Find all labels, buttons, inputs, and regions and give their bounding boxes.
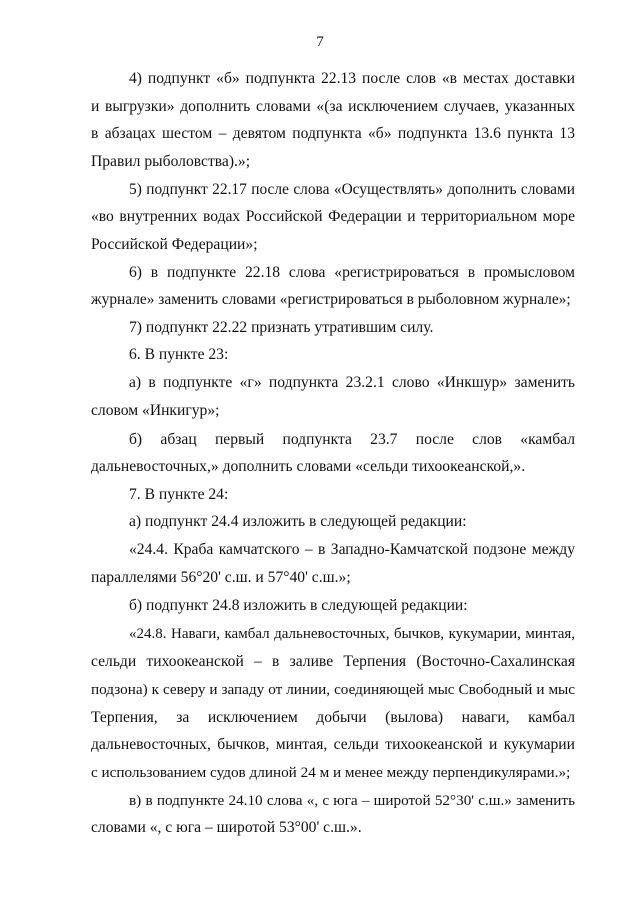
text-line: 6) в подпункте 22.18 слова «регистрироваться в промысловом xyxy=(129,264,575,281)
text-line: в) в подпункте 24.10 слова «, с юга – широтой 52°30' с.ш.» заменить xyxy=(129,792,575,809)
text-line: 7) подпункт 22.22 признать утратившим силу. xyxy=(129,319,434,336)
text-line: в абзацах шестом – девятом подпункта «б» подпункта 13.6 пункта 13 xyxy=(91,125,575,142)
text-line: Правил рыболовства).»; xyxy=(91,153,251,170)
text-line: сельди тихоокеанской – в заливе Терпения (Восточно-Сахалинская xyxy=(91,653,575,670)
text-line: дальневосточных, бычков, минтая, сельди тихоокеанской и кукумарии xyxy=(91,736,575,753)
text-line: словами «, с юга – широтой 53°00' с.ш.». xyxy=(91,819,362,836)
text-line: 7. В пункте 24: xyxy=(129,486,229,503)
text-line: и выгрузки» дополнить словами «(за исключением случаев, указанных xyxy=(91,98,575,115)
text-line: журнале» заменить словами «регистрироваться в рыболовном журнале»; xyxy=(91,291,571,308)
text-line: «24.4. Краба камчатского – в Западно-Камчатской подзоне между xyxy=(129,541,575,558)
text-line: словом «Инкигур»; xyxy=(91,402,220,419)
text-line: дальневосточных,» дополнить словами «сельди тихоокеанской,». xyxy=(91,458,526,475)
text-line: «во внутренних водах Российской Федерации и территориальном море xyxy=(91,208,575,225)
text-line: 6. В пункте 23: xyxy=(129,346,229,363)
text-line: Российской Федерации»; xyxy=(91,236,258,253)
text-line: параллелями 56°20' с.ш. и 57°40' с.ш.»; xyxy=(91,569,351,586)
text-line: а) в подпункте «г» подпункта 23.2.1 слово «Инкшур» заменить xyxy=(129,374,575,391)
text-line: Терпения, за исключением добычи (вылова) наваги, камбал xyxy=(91,709,575,726)
text-line: 4) подпункт «б» подпункта 22.13 после слов «в местах доставки xyxy=(129,70,575,87)
text-line: с использованием судов длиной 24 м и менее между перпендикулярами.»; xyxy=(91,764,571,781)
page-number: 7 xyxy=(316,34,324,50)
text-line: б) абзац первый подпункта 23.7 после слов «камбал xyxy=(129,431,575,448)
text-line: 5) подпункт 22.17 после слова «Осуществлять» дополнить словами xyxy=(129,181,575,198)
text-line: подзона) к северу и западу от линии, соединяющей мыс Свободный и мыс xyxy=(91,681,575,698)
text-line: б) подпункт 24.8 изложить в следующей редакции: xyxy=(129,597,468,614)
text-line: а) подпункт 24.4 изложить в следующей редакции: xyxy=(129,513,467,530)
text-line: «24.8. Наваги, камбал дальневосточных, бычков, кукумарии, минтая, xyxy=(129,626,575,642)
